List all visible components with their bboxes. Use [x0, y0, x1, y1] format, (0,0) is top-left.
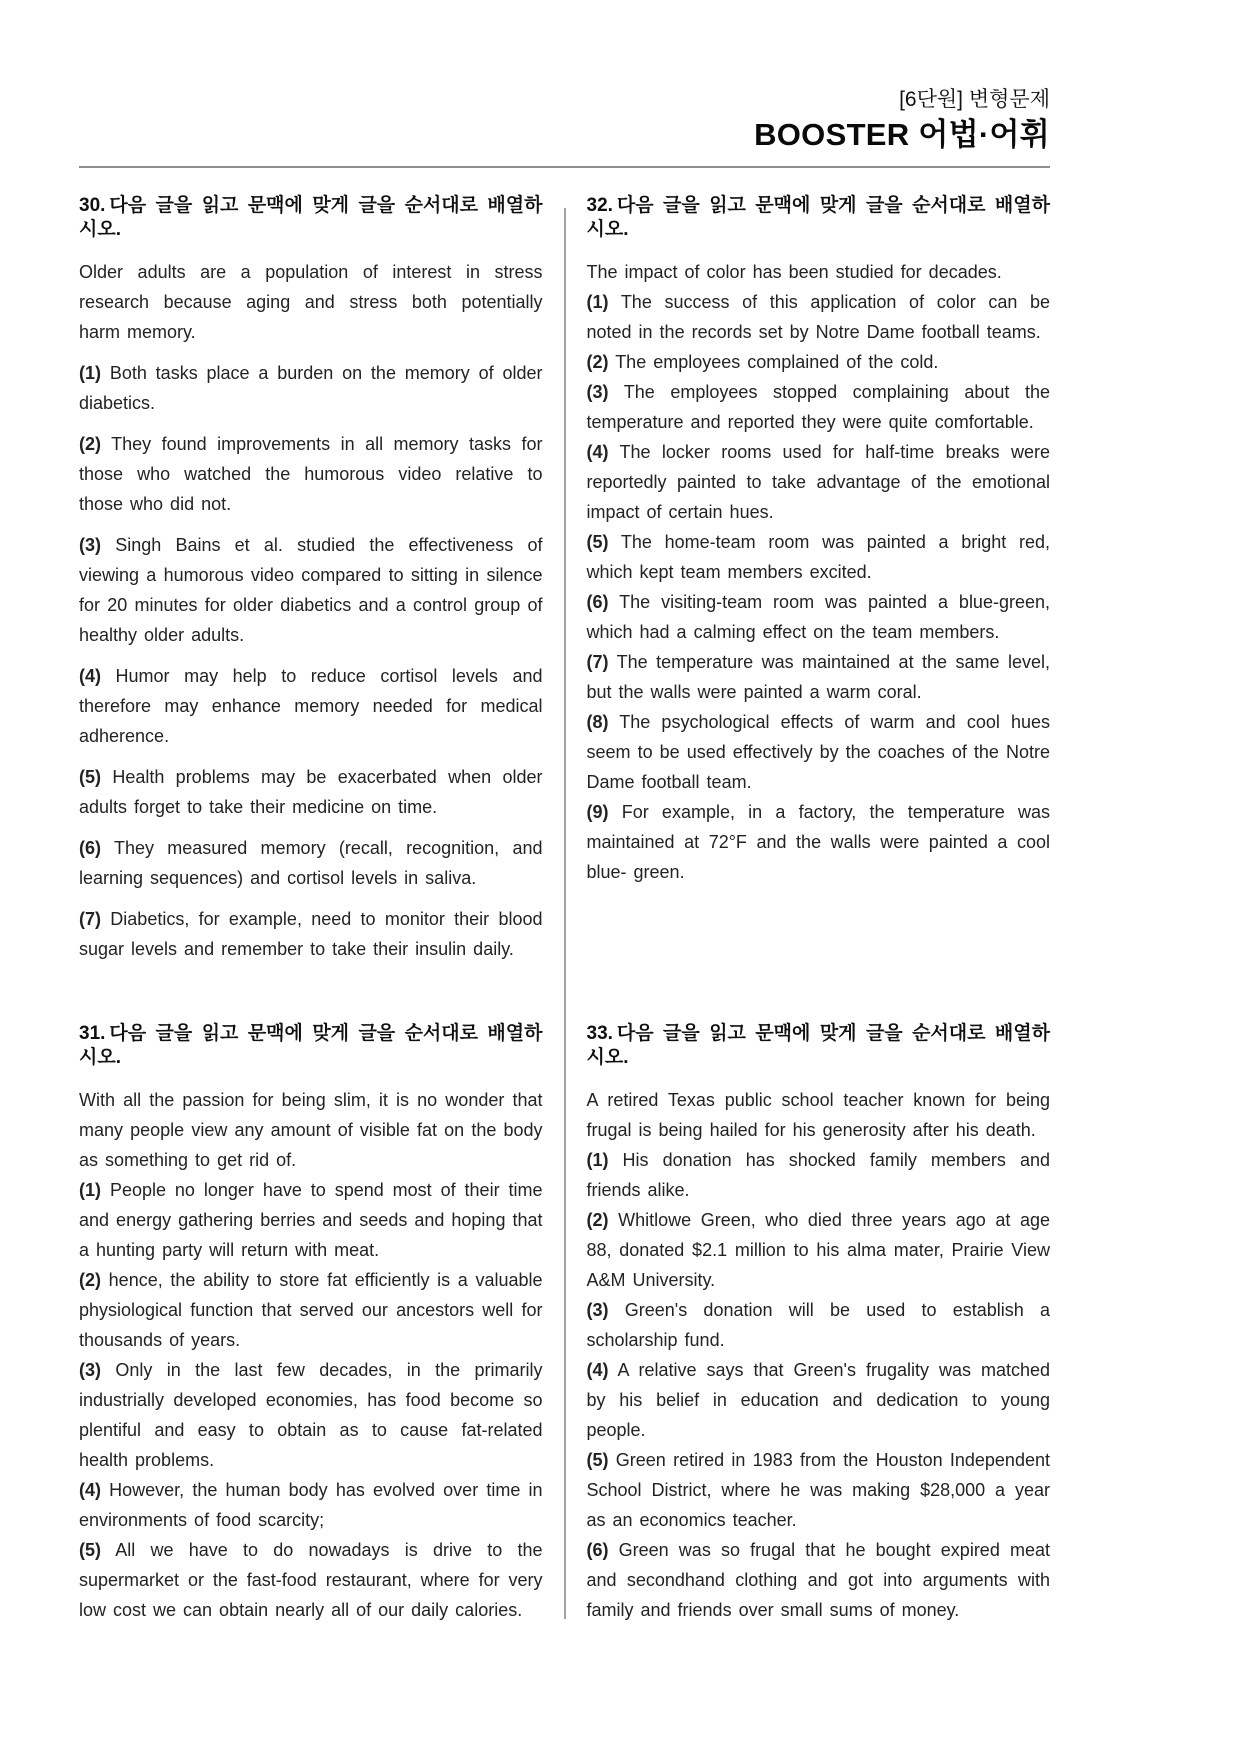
column-divider — [564, 208, 566, 1619]
item-number: (2) — [79, 434, 101, 454]
item-number: (2) — [586, 352, 609, 372]
item-number: (3) — [79, 535, 101, 555]
item-number: (1) — [79, 1180, 101, 1200]
item-text: They measured memory (recall, recognition, and learning sequences) and cortisol levels in saliva. — [79, 838, 543, 888]
passage-item — [587, 1145, 1051, 1205]
passage-item — [587, 707, 1051, 797]
item-number: (6) — [586, 592, 609, 612]
question-number: 32. — [586, 195, 613, 216]
question-31-title — [79, 1022, 543, 1070]
item-number: (9) — [586, 802, 609, 822]
item-text: The home-team room was painted a bright red, which kept team members excited. — [586, 532, 1050, 582]
question-30 — [79, 194, 543, 964]
item-number: (4) — [79, 666, 101, 686]
question-number: 30. — [79, 195, 106, 216]
item-number: (6) — [79, 838, 101, 858]
item-text: Green was so frugal that he bought expired meat and secondhand clothing and got into arguments with family and friends over small sums of money. — [586, 1540, 1050, 1620]
question-30-title — [79, 194, 543, 242]
item-text: A relative says that Green's frugality was matched by his belief in education and dedication to young people. — [586, 1360, 1050, 1440]
passage-item — [79, 1475, 543, 1535]
item-number: (1) — [586, 1150, 609, 1170]
passage-item — [587, 1535, 1051, 1625]
question-32 — [587, 194, 1051, 887]
item-text: They found improvements in all memory tasks for those who watched the humorous video relative to those who did not. — [79, 434, 543, 514]
page-header — [79, 86, 1050, 154]
passage-items — [79, 1175, 543, 1625]
passage-item — [79, 904, 543, 964]
item-number: (1) — [586, 292, 609, 312]
passage-item — [79, 762, 543, 822]
passage-item — [79, 661, 543, 751]
item-text: Green's donation will be used to establish a scholarship fund. — [586, 1300, 1050, 1350]
item-text: However, the human body has evolved over time in environments of food scarcity; — [79, 1480, 543, 1530]
item-text: Whitlowe Green, who died three years ago at age 88, donated $2.1 million to his alma mater, Prairie View A&M University. — [586, 1210, 1050, 1290]
item-text: All we have to do nowadays is drive to the supermarket or the fast-food restaurant, where for very low cost we can obtain nearly all of our daily calories. — [79, 1540, 543, 1620]
passage-intro: The impact of color has been studied for decades. — [586, 262, 1002, 282]
passage-item — [587, 347, 1051, 377]
booster-title: BOOSTER 어법·어휘 — [754, 117, 1050, 152]
question-prompt: 다음 글을 읽고 문맥에 맞게 글을 순서대로 배열하시오. — [79, 1023, 543, 1068]
passage-intro: Older adults are a population of interest in stress research because aging and stress both potentially harm memory. — [79, 262, 543, 342]
item-number: (6) — [586, 1540, 609, 1560]
question-32-title — [587, 194, 1051, 242]
question-columns — [79, 194, 1050, 1625]
item-text: People no longer have to spend most of their time and energy gathering berries and seeds and hoping that a hunting party will return with meat. — [79, 1180, 543, 1260]
item-text: Both tasks place a burden on the memory of older diabetics. — [79, 363, 543, 413]
item-number: (2) — [79, 1270, 101, 1290]
item-text: The visiting-team room was painted a blue-green, which had a calming effect on the team members. — [586, 592, 1050, 642]
item-text: The psychological effects of warm and cool hues seem to be used effectively by the coaches of the Notre Dame football team. — [586, 712, 1050, 792]
passage-item — [587, 1445, 1051, 1535]
item-text: The employees complained of the cold. — [615, 352, 939, 372]
passage-intro: A retired Texas public school teacher known for being frugal is being hailed for his generosity after his death. — [586, 1090, 1050, 1140]
item-number: (5) — [79, 767, 101, 787]
passage-items — [79, 358, 543, 964]
passage-item — [587, 797, 1051, 887]
item-number: (4) — [79, 1480, 101, 1500]
item-text: The employees stopped complaining about the temperature and reported they were quite comfortable. — [586, 382, 1050, 432]
item-text: Only in the last few decades, in the primarily industrially developed economies, has food become so plentiful and easy to obtain as to cause fat-related health problems. — [79, 1360, 543, 1470]
item-text: Health problems may be exacerbated when older adults forget to take their medicine on time. — [79, 767, 543, 817]
item-number: (7) — [586, 652, 609, 672]
item-number: (2) — [586, 1210, 609, 1230]
passage-item — [79, 358, 543, 418]
question-number: 33. — [586, 1023, 613, 1044]
item-number: (5) — [79, 1540, 101, 1560]
item-text: Diabetics, for example, need to monitor their blood sugar levels and remember to take their insulin daily. — [79, 909, 543, 959]
item-number: (5) — [586, 532, 609, 552]
item-number: (3) — [586, 382, 609, 402]
item-number: (7) — [79, 909, 101, 929]
question-prompt: 다음 글을 읽고 문맥에 맞게 글을 순서대로 배열하시오. — [586, 1023, 1050, 1068]
passage-item — [79, 1535, 543, 1625]
passage-item — [79, 429, 543, 519]
item-number: (4) — [586, 442, 609, 462]
passage-item — [587, 527, 1051, 587]
passage-item — [587, 647, 1051, 707]
question-31 — [79, 1022, 543, 1625]
item-text: Green retired in 1983 from the Houston Independent School District, where he was making $28,000 a year as an economics teacher. — [586, 1450, 1050, 1530]
item-text: His donation has shocked family members and friends alike. — [586, 1150, 1050, 1200]
item-number: (5) — [586, 1450, 609, 1470]
item-text: hence, the ability to store fat efficiently is a valuable physiological function that served our ancestors well for thousands of years. — [79, 1270, 543, 1350]
passage-item — [79, 833, 543, 893]
question-prompt: 다음 글을 읽고 문맥에 맞게 글을 순서대로 배열하시오. — [586, 195, 1050, 240]
passage-items — [587, 287, 1051, 887]
passage-item — [587, 377, 1051, 437]
item-text: The temperature was maintained at the same level, but the walls were painted a warm coral. — [586, 652, 1050, 702]
passage-item — [587, 287, 1051, 347]
passage-item — [79, 1175, 543, 1265]
question-33 — [587, 1022, 1051, 1625]
item-text: For example, in a factory, the temperature was maintained at 72°F and the walls were painted a cool blue- green. — [586, 802, 1050, 882]
item-number: (8) — [586, 712, 609, 732]
passage-item — [587, 1355, 1051, 1445]
header-rule — [79, 166, 1050, 168]
passage-items — [587, 1145, 1051, 1625]
unit-label: [6단원] 변형문제 — [899, 88, 1050, 111]
item-number: (1) — [79, 363, 101, 383]
item-text: Humor may help to reduce cortisol levels and therefore may enhance memory needed for medical adherence. — [79, 666, 543, 746]
question-number: 31. — [79, 1023, 106, 1044]
question-33-title — [587, 1022, 1051, 1070]
item-number: (3) — [586, 1300, 609, 1320]
question-prompt: 다음 글을 읽고 문맥에 맞게 글을 순서대로 배열하시오. — [79, 195, 543, 240]
passage-intro: With all the passion for being slim, it is no wonder that many people view any amount of visible fat on the body as something to get rid of. — [79, 1090, 543, 1170]
passage-item — [587, 1295, 1051, 1355]
item-text: The success of this application of color can be noted in the records set by Notre Dame football teams. — [586, 292, 1050, 342]
item-number: (3) — [79, 1360, 101, 1380]
passage-item — [587, 587, 1051, 647]
item-text: The locker rooms used for half-time breaks were reportedly painted to take advantage of the emotional impact of certain hues. — [586, 442, 1050, 522]
passage-item — [587, 1205, 1051, 1295]
passage-item — [79, 530, 543, 650]
item-text: Singh Bains et al. studied the effectiveness of viewing a humorous video compared to sitting in silence for 20 minutes for older diabetics and a control group of healthy older adults. — [79, 535, 543, 645]
passage-item — [587, 437, 1051, 527]
passage-item — [79, 1265, 543, 1355]
passage-item — [79, 1355, 543, 1475]
item-number: (4) — [586, 1360, 609, 1380]
